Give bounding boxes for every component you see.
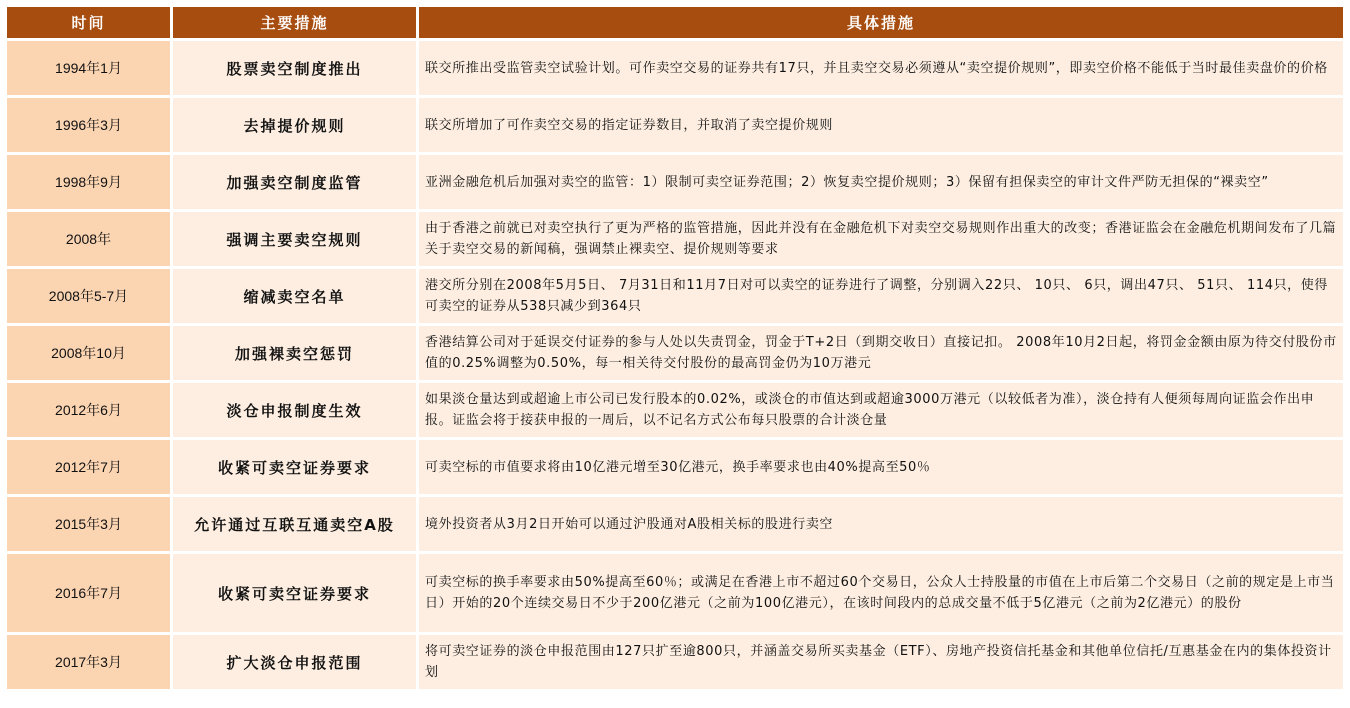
table-row <box>7 269 1343 323</box>
detail-cell: 由于香港之前就已对卖空执行了更为严格的监管措施，因此并没有在金融危机下对卖空交易规则作出重大的改变；香港证监会在金融危机期间发布了几篇关于卖空交易的新闻稿，强调禁止裸卖空、提价规则等要求 <box>419 212 1343 266</box>
detail-cell: 如果淡仓量达到或超逾上市公司已发行股本的0.02%，或淡仓的市值达到或超逾3000万港元（以较低者为准），淡仓持有人便须每周向证监会作出申报。证监会将于接获申报的一周后，以不记名方式公布每只股票的合计淡仓量 <box>419 383 1343 437</box>
detail-cell: 联交所推出受监管卖空试验计划。可作卖空交易的证券共有17只，并且卖空交易必须遵从“卖空提价规则”，即卖空价格不能低于当时最佳卖盘价的价格 <box>419 41 1343 95</box>
measure-cell: 淡仓申报制度生效 <box>173 383 416 437</box>
time-cell: 2012年7月 <box>7 440 170 494</box>
detail-cell: 可卖空标的市值要求将由10亿港元增至30亿港元，换手率要求也由40%提高至50％ <box>419 440 1343 494</box>
time-cell: 2015年3月 <box>7 497 170 551</box>
table-row <box>7 554 1343 632</box>
measure-cell: 股票卖空制度推出 <box>173 41 416 95</box>
time-cell: 2008年 <box>7 212 170 266</box>
measure-cell: 收紧可卖空证券要求 <box>173 440 416 494</box>
detail-cell: 亚洲金融危机后加强对卖空的监管：1）限制可卖空证券范围；2）恢复卖空提价规则；3）保留有担保卖空的审计文件严防无担保的“裸卖空” <box>419 155 1343 209</box>
measure-cell: 强调主要卖空规则 <box>173 212 416 266</box>
table-row <box>7 497 1343 551</box>
measure-cell: 允许通过互联互通卖空A股 <box>173 497 416 551</box>
time-cell: 2008年5-7月 <box>7 269 170 323</box>
table-row <box>7 212 1343 266</box>
measure-cell: 扩大淡仓申报范围 <box>173 635 416 689</box>
table-row <box>7 41 1343 95</box>
time-cell: 2012年6月 <box>7 383 170 437</box>
measure-cell: 加强卖空制度监管 <box>173 155 416 209</box>
detail-cell: 联交所增加了可作卖空交易的指定证券数目，并取消了卖空提价规则 <box>419 98 1343 152</box>
header-time: 时间 <box>7 7 170 38</box>
detail-cell: 境外投资者从3月2日开始可以通过沪股通对A股相关标的股进行卖空 <box>419 497 1343 551</box>
header-detail: 具体措施 <box>419 7 1343 38</box>
table-row <box>7 383 1343 437</box>
detail-cell: 香港结算公司对于延误交付证券的参与人处以失责罚金，罚金于T+2日（到期交收日）直接记扣。 2008年10月2日起，将罚金金额由原为待交付股份市值的0.25%调整为0.50%，每一相关待交付股份的最高罚金仍为10万港元 <box>419 326 1343 380</box>
detail-cell: 可卖空标的换手率要求由50%提高至60％；或满足在香港上市不超过60个交易日，公众人士持股量的市值在上市后第二个交易日（之前的规定是上市当日）开始的20个连续交易日不少于200亿港元（之前为100亿港元），在该时间段内的总成交量不低于5亿港元（之前为2亿港元）的股份 <box>419 554 1343 632</box>
table-row <box>7 155 1343 209</box>
measure-cell: 收紧可卖空证券要求 <box>173 554 416 632</box>
header-row <box>7 7 1343 38</box>
table-row <box>7 98 1343 152</box>
measures-table <box>4 4 1346 692</box>
detail-cell: 港交所分别在2008年5月5日、 7月31日和11月7日对可以卖空的证券进行了调整，分别调入22只、 10只、 6只，调出47只、 51只、 114只，使得可卖空的证券从538只减少到364只 <box>419 269 1343 323</box>
header-main-measure: 主要措施 <box>173 7 416 38</box>
time-cell: 1994年1月 <box>7 41 170 95</box>
time-cell: 2016年7月 <box>7 554 170 632</box>
measure-cell: 去掉提价规则 <box>173 98 416 152</box>
measure-cell: 加强裸卖空惩罚 <box>173 326 416 380</box>
detail-cell: 将可卖空证券的淡仓申报范围由127只扩至逾800只，并涵盖交易所买卖基金（ETF）、房地产投资信托基金和其他单位信托/互惠基金在内的集体投资计划 <box>419 635 1343 689</box>
time-cell: 1996年3月 <box>7 98 170 152</box>
table-row <box>7 635 1343 689</box>
time-cell: 2017年3月 <box>7 635 170 689</box>
time-cell: 1998年9月 <box>7 155 170 209</box>
time-cell: 2008年10月 <box>7 326 170 380</box>
table-row <box>7 326 1343 380</box>
measure-cell: 缩减卖空名单 <box>173 269 416 323</box>
table-row <box>7 440 1343 494</box>
